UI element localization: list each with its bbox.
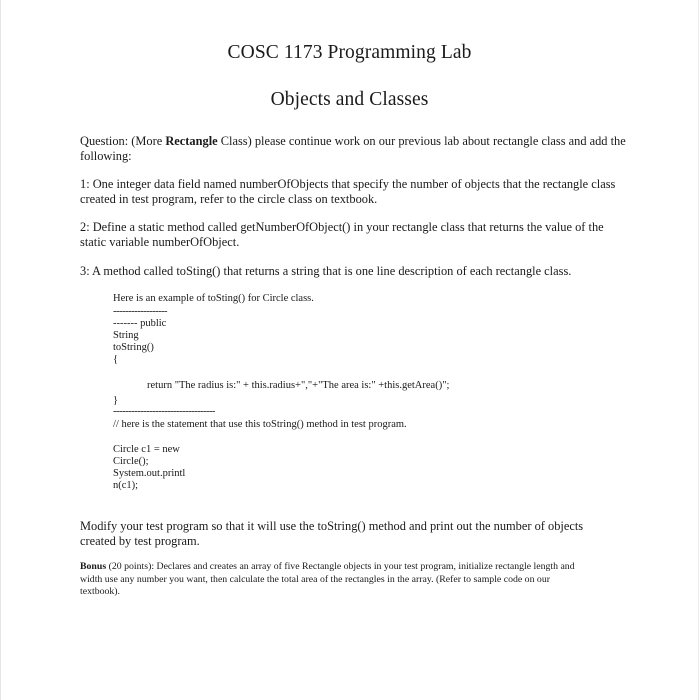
item-1-line2: created in test program, refer to the circle class on textbook. <box>80 192 378 206</box>
code-block-test <box>113 444 633 492</box>
item-1-paragraph <box>80 177 650 207</box>
page-subtitle: Objects and Classes <box>270 89 429 110</box>
question-bold: Rectangle <box>165 134 218 148</box>
question-suffix: Class) please continue work on our previous lab about rectangle class and add the <box>217 134 626 148</box>
example-intro: Here is an example of toSting() for Circle class. <box>113 293 314 304</box>
code-line-tostring: toString() <box>113 342 154 353</box>
code-line-println-arg: n(c1); <box>113 480 139 491</box>
code-line-circle-new: Circle c1 = new <box>113 444 180 455</box>
item-2-line2: static variable numberOfObject. <box>80 235 240 249</box>
code-dashes-bottom: ---------------------------------- <box>113 406 215 417</box>
bonus-line1: (20 points): Declares and creates an array of five Rectangle objects in your test program, initialize rectangle length and <box>106 561 575 572</box>
bonus-bold: Bonus <box>80 561 107 572</box>
item-3-line: 3: A method called toSting() that returns a string that is one line description of each rectangle class. <box>80 264 572 278</box>
code-line-string: String <box>113 330 139 341</box>
question-line2: following: <box>80 149 132 163</box>
question-paragraph <box>80 134 650 164</box>
code-return-line: return "The radius is:" + this.radius+","+"The area is:" +this.getArea()"; <box>147 380 450 391</box>
question-prefix: Question: (More <box>80 134 166 148</box>
item-1-line1: 1: One integer data field named numberOfObjects that specify the number of objects that the rectangle class <box>80 177 616 191</box>
item-2-line1: 2: Define a static method called getNumberOfObject() in your rectangle class that returns the value of the <box>80 220 604 234</box>
code-line-circle-call: Circle(); <box>113 456 149 467</box>
modify-line1: Modify your test program so that it will use the toString() method and print out the number of objects <box>80 519 584 533</box>
code-line-open-brace: { <box>113 354 119 365</box>
code-comment: // here is the statement that use this toString() method in test program. <box>113 419 407 430</box>
code-line-println: System.out.printl <box>113 468 186 479</box>
modify-line2: created by test program. <box>80 534 200 548</box>
code-block-method <box>113 318 633 366</box>
code-close-brace: } <box>113 395 119 406</box>
code-line-public: ------- public <box>113 318 167 329</box>
item-2-paragraph <box>80 220 650 250</box>
bonus-line3: textbook). <box>80 586 120 597</box>
page-title: COSC 1173 Programming Lab <box>227 42 472 63</box>
code-dashes-top: ------------------ <box>113 306 167 317</box>
bonus-paragraph <box>80 561 640 599</box>
item-3-paragraph <box>80 264 650 279</box>
modify-paragraph <box>80 519 650 549</box>
bonus-line2: width use any number you want, then calculate the total area of the rectangles in the array. (Refer to sample code on our <box>80 573 550 585</box>
